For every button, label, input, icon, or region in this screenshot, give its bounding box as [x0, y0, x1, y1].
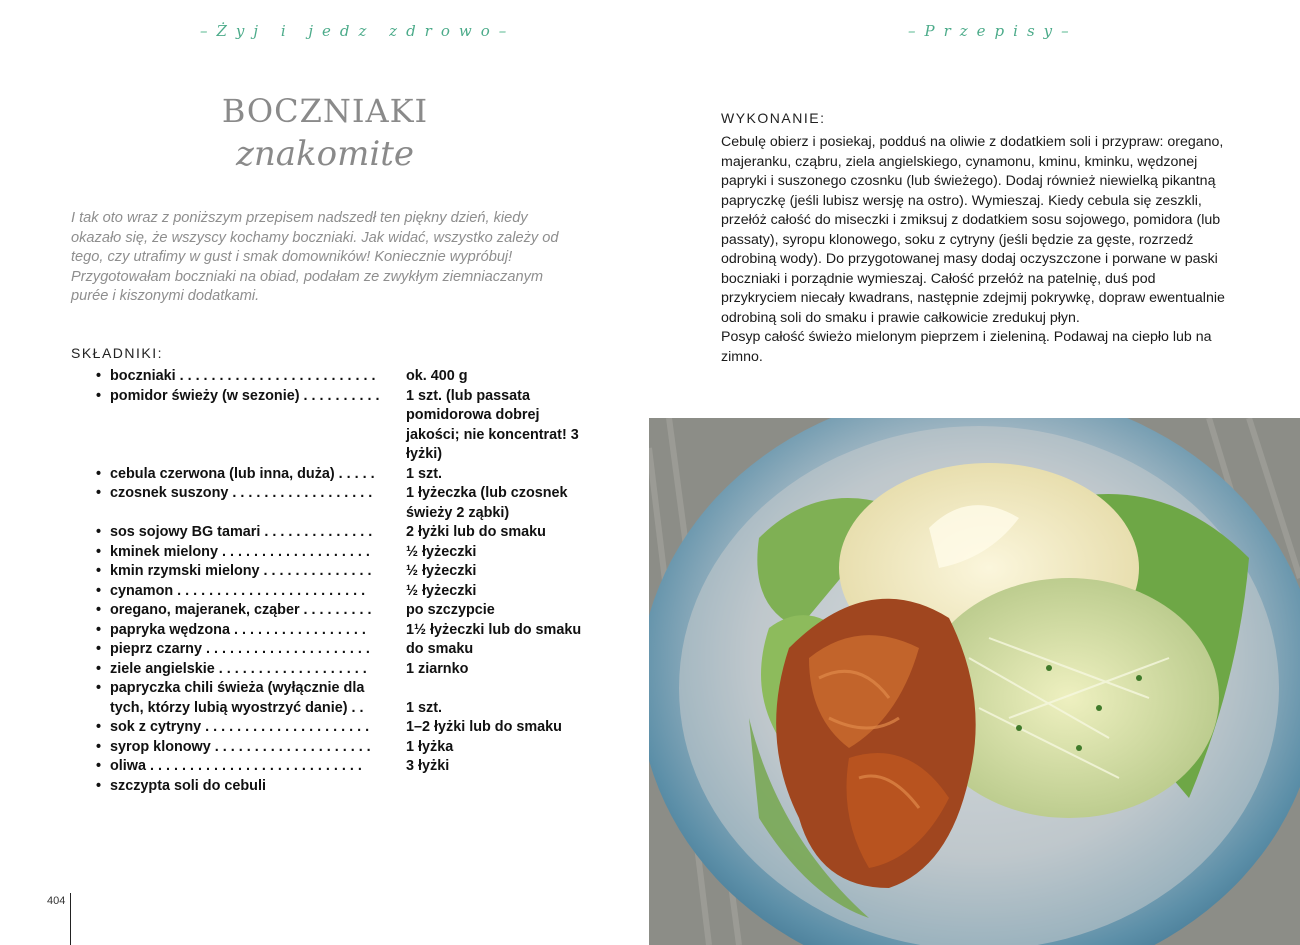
ingredient-name: oliwa . . . . . . . . . . . . . . . . . . . . . . . . . . . [110, 758, 362, 774]
bullet-icon: • [96, 465, 102, 482]
ingredient-amount: 3 łyżki [406, 758, 450, 774]
ingredient-name: sok z cytryny . . . . . . . . . . . . . . . . . . . . . [110, 719, 370, 735]
bullet-icon: • [96, 719, 102, 735]
header-dash-right: – [1061, 22, 1078, 40]
header-left-text: Żyj i jedz zdrowo [216, 22, 499, 40]
ingredient-amount: ½ łyżeczki [406, 563, 477, 579]
ingredient-name: pomidor świeży (w sezonie) . . . . . . . . . . [110, 387, 380, 404]
ingredient-row [96, 640, 596, 660]
ingredient-row [96, 621, 596, 641]
ingredient-amount: 1 łyżeczka (lub czosnek świeży 2 ząbki) [406, 485, 568, 521]
ingredient-amount: 1 szt. [406, 465, 442, 482]
bullet-icon: • [96, 543, 102, 560]
ingredient-amount: 2 łyżki lub do smaku [406, 524, 546, 540]
ingredient-name: sos sojowy BG tamari . . . . . . . . . . . . . . [110, 524, 373, 540]
ingredient-name: syrop klonowy . . . . . . . . . . . . . . . . . . . . [110, 738, 371, 755]
bullet-icon: • [96, 680, 102, 696]
ingredient-row [96, 757, 596, 777]
bullet-icon: • [96, 777, 102, 794]
recipe-intro: I tak oto wraz z poniższym przepisem nadszedł ten piękny dzień, kiedy okazało się, że wszyscy kochamy boczniaki. Jak widać, wszystko zależy od tego, czy utrafimy w gust i smak domowników! Koniecznie wypróbuj! Przygotowałam boczniaki na obiad, podałam ze zwykłym ziemniaczanym purée i kiszonymi dodatkami. [71, 210, 559, 305]
ingredient-amount: 1 szt. (lub passata pomidorowa dobrej jakości; nie koncentrat! 3 łyżki) [406, 387, 579, 462]
bullet-icon: • [96, 621, 102, 638]
ingredient-amount: 1–2 łyżki lub do smaku [406, 719, 562, 735]
bullet-icon: • [96, 641, 102, 657]
bullet-icon: • [96, 660, 102, 677]
bullet-icon: • [96, 602, 102, 618]
header-dash-right: – [498, 22, 516, 40]
ingredient-name: boczniaki . . . . . . . . . . . . . . . . . . . . . . . . . [110, 368, 376, 384]
ingredient-row [96, 387, 596, 465]
bullet-icon: • [96, 387, 102, 404]
bullet-icon: • [96, 524, 102, 540]
method-paragraph-serving: Posyp całość świeżo mielonym pieprzem i zieleniną. Podawaj na ciepło lub na zimno. [721, 329, 1212, 365]
ingredient-name: kminek mielony . . . . . . . . . . . . . . . . . . . [110, 543, 370, 560]
bullet-icon: • [96, 563, 102, 579]
method-paragraph: Cebulę obierz i posiekaj, podduś na oliwie z dodatkiem soli i przypraw: oregano, majeranku, cząbru, ziela angielskiego, cynamonu, kminu, kminku, wędzonej papryki i suszonego czosnku (lub świeżego). Dodaj również niewielką pikantną papryczkę (jeśli lubisz wersję na ostro). Wymieszaj. Kiedy cebula się zeszkli, przełóż całość do miseczki i zmiksuj z dodatkiem sosu sojowego, pomidora (lub passaty), syropu klonowego, soku z cytryny (jeśli będzie za gęste, rozrzedź odrobiną wody). Do przygotowanej masy dodaj oczyszczone i porwane w paski boczniaki i porządnie wymieszaj. Całość przełóż na patelnię, duś pod przykryciem niecały kwadrans, następnie zdejmij pokrywkę, dopraw ewentualnie odrobiną soli do smaku i prawie całkowicie zredukuj płyn. [721, 134, 1225, 326]
ingredient-row [96, 777, 596, 797]
header-right-text: Przepisy [924, 22, 1062, 40]
ingredient-name: oregano, majeranek, cząber . . . . . . . . . [110, 602, 372, 618]
ingredient-name: pieprz czarny . . . . . . . . . . . . . . . . . . . . . [110, 641, 370, 657]
running-header-right [908, 18, 1078, 44]
ingredient-name: czosnek suszony . . . . . . . . . . . . . . . . . . [110, 485, 373, 501]
ingredient-amount [406, 777, 586, 797]
ingredient-name: ziele angielskie . . . . . . . . . . . . . . . . . . . [110, 660, 367, 677]
ingredient-name: szczypta soli do cebuli [110, 777, 266, 794]
ingredient-row [96, 465, 596, 485]
ingredient-amount: ½ łyżeczki [406, 543, 477, 560]
running-header-left [200, 18, 515, 44]
method-heading: WYKONANIE: [721, 110, 826, 126]
ingredient-amount: ok. 400 g [406, 368, 468, 384]
bullet-icon: • [96, 758, 102, 774]
ingredient-row [96, 601, 596, 621]
bullet-icon: • [96, 485, 102, 501]
ingredient-row [96, 679, 596, 718]
ingredient-amount: do smaku [406, 641, 474, 657]
ingredient-amount: 1½ łyżeczki lub do smaku [406, 621, 582, 638]
ingredient-amount: ½ łyżeczki [406, 582, 477, 599]
recipe-title-line1: BOCZNIAKI [221, 92, 429, 130]
bullet-icon: • [96, 582, 102, 599]
ingredient-row [96, 562, 596, 582]
ingredient-row [96, 582, 596, 602]
header-dash-left: – [908, 22, 925, 40]
ingredient-name: cebula czerwona (lub inna, duża) . . . . . [110, 465, 375, 482]
ingredients-heading: SKŁADNIKI: [71, 345, 164, 361]
method-text [721, 133, 1233, 367]
recipe-title-line2: znakomite [235, 134, 415, 174]
bullet-icon: • [96, 368, 102, 384]
ingredient-row [96, 660, 596, 680]
ingredients-list [96, 367, 596, 796]
ingredient-amount: 1 łyżka [406, 738, 454, 755]
ingredient-row [96, 523, 596, 543]
bullet-icon: • [96, 738, 102, 755]
ingredient-row [96, 738, 596, 758]
ingredient-row [96, 367, 596, 387]
ingredient-amount: po szczypcie [406, 602, 495, 618]
ingredient-amount: 1 szt. [406, 699, 442, 716]
page-number-rule [70, 893, 71, 945]
header-dash-left: – [200, 22, 217, 40]
page-number: 404 [47, 895, 66, 907]
ingredient-name: papryka wędzona . . . . . . . . . . . . . . . . . [110, 621, 366, 638]
ingredient-row [96, 543, 596, 563]
ingredient-row [96, 484, 596, 523]
ingredient-amount: 1 ziarnko [406, 660, 469, 677]
ingredient-name: cynamon . . . . . . . . . . . . . . . . . . . . . . . . [110, 582, 366, 599]
dish-photo [649, 418, 1300, 945]
ingredient-name: papryczka chili świeża (wyłącznie dla tych, którzy lubią wyostrzyć danie) . . [110, 680, 365, 716]
ingredient-row [96, 718, 596, 738]
dish-photo-illustration [649, 418, 1300, 945]
ingredient-name: kmin rzymski mielony . . . . . . . . . . . . . . [110, 563, 372, 579]
